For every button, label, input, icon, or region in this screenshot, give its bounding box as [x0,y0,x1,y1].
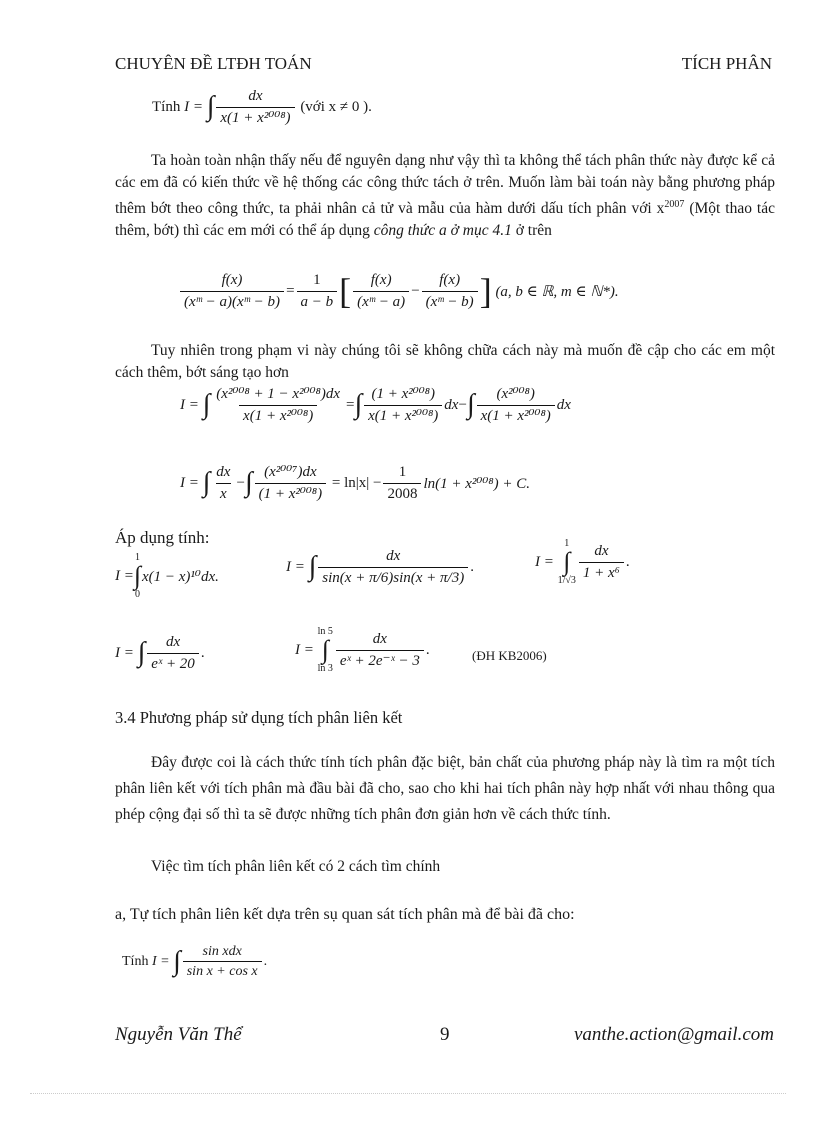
problem-label: Tính [152,98,181,115]
paragraph-1: Ta hoàn toàn nhận thấy nếu để nguyên dạng như vậy thì ta không thể tách phân thức này được kể cả các em đã có kiến thức về hệ thống các công thức tách ở trên. Muốn làm bài toán này bằng phương pháp thêm bớt theo công thức, ta phải nhân cả tử và mẫu của hàm dưới dấu tích phân với $x^{2007}$ (Một thao tác thêm, bớt) thì các em mới có thể áp dụng công thức a ở mục 4.1 ở trên [115,152,775,240]
subsection-a: a, Tự tích phân liên kết dựa trên sụ quan sát tích phân mà để bài đã cho: [115,906,575,923]
equation-2: I = ∫ $\frac{dx}{x}$ − ∫ $\frac{\text{(x²⁰⁰⁷)dx}}{\text{(1 + x²⁰⁰⁸)}}$ = ln|x| − $\frac{1}{2008}$ ln(1 + x²⁰⁰⁸) + C. [180,464,531,502]
problem-fraction: $\frac{dx}{\text{x(1 + x²⁰⁰⁸)}}$ [216,88,294,126]
exercise-4: I = ∫ $\frac{dx}{\text{eˣ + 20}}$ . [115,634,205,672]
section-title: 3.4 Phương pháp sử dụng tích phân liên kết [115,708,403,727]
last-formula: Tính I = ∫ $\frac{\text{sin xdx}}{\text{sin x + cos x}}$ . [122,944,268,980]
equation-1: I = ∫ $\frac{\text{(x²⁰⁰⁸ + 1 − x²⁰⁰⁸)dx}}{\text{x(1 + x²⁰⁰⁸)}}$ = ∫ $\frac{\text{(1 + x²⁰⁰⁸)}}{\text{x(1 + x²⁰⁰⁸)}}$ dx − ∫ $\frac{\text{(x²⁰⁰⁸)}}{\text{x(1 + x²⁰⁰⁸)}}$ dx [180,386,571,424]
page-number: 9 [440,1024,450,1045]
exercise-2: I = ∫ $\frac{dx}{\sin(x + \pi/6)\sin(x + \pi/3)}$ . [286,548,474,586]
exercise-3: I = 1 ∫ 1/√3 $\frac{dx}{\text{1 + x⁶}}$ . [535,538,630,586]
footer-email: vanthe.action@gmail.com [573,1024,774,1045]
paragraph-2: Tuy nhiên trong phạm vi này chúng tôi sẽ không chữa cách này mà muốn đề cập cho các em một cách thêm, bớt sáng tạo hơn [115,342,775,381]
formula-a: $\frac{f(x)}{\text{(xᵐ − a)(xᵐ − b)}}$ = $\frac{1}{a - b}$ [ $\frac{f(x)}{\text{(xᵐ − a)}}$ − $\frac{f(x)}{\text{(xᵐ − b)}}$ ] (a, b ∈ ℝ, m ∈ ℕ*). [178,272,619,310]
problem-lhs: I = [184,98,203,115]
problem-formula [152,88,372,126]
exercise-5: I = ln 5 ∫ ln 3 $\frac{dx}{\text{eˣ + 2e⁻ˣ − 3}}$ . [295,626,430,674]
exercise-1: I = 1 ∫ 0 x(1 − x)¹⁰dx. [115,552,219,600]
exam-source-note: (ĐH KB2006) [472,648,547,663]
paragraph-4: Việc tìm tích phân liên kết có 2 cách tìm chính [151,858,441,875]
apply-title: Áp dụng tính: [115,528,210,547]
page-bottom-divider [30,1093,786,1094]
header-left: CHUYÊN ĐỀ LTĐH TOÁN [115,54,312,73]
footer-author: Nguyễn Văn Thể [115,1024,242,1045]
paragraph-3: Đây được coi là cách thức tính tích phân đặc biệt, bản chất của phương pháp này là tìm ra một tích phân liên kết với tích phân mà đầu bài đã cho, sao cho khi hai tích phân này hợp nhất với nhau thông qua phép cộng đại số thì ta sẽ được những tích phân đơn giản hơn về cách thức tính. [115,754,775,823]
integral-sign: ∫ [206,91,215,122]
problem-condition: (với x ≠ 0 ). [300,98,372,115]
header-right: TÍCH PHÂN [681,54,772,73]
